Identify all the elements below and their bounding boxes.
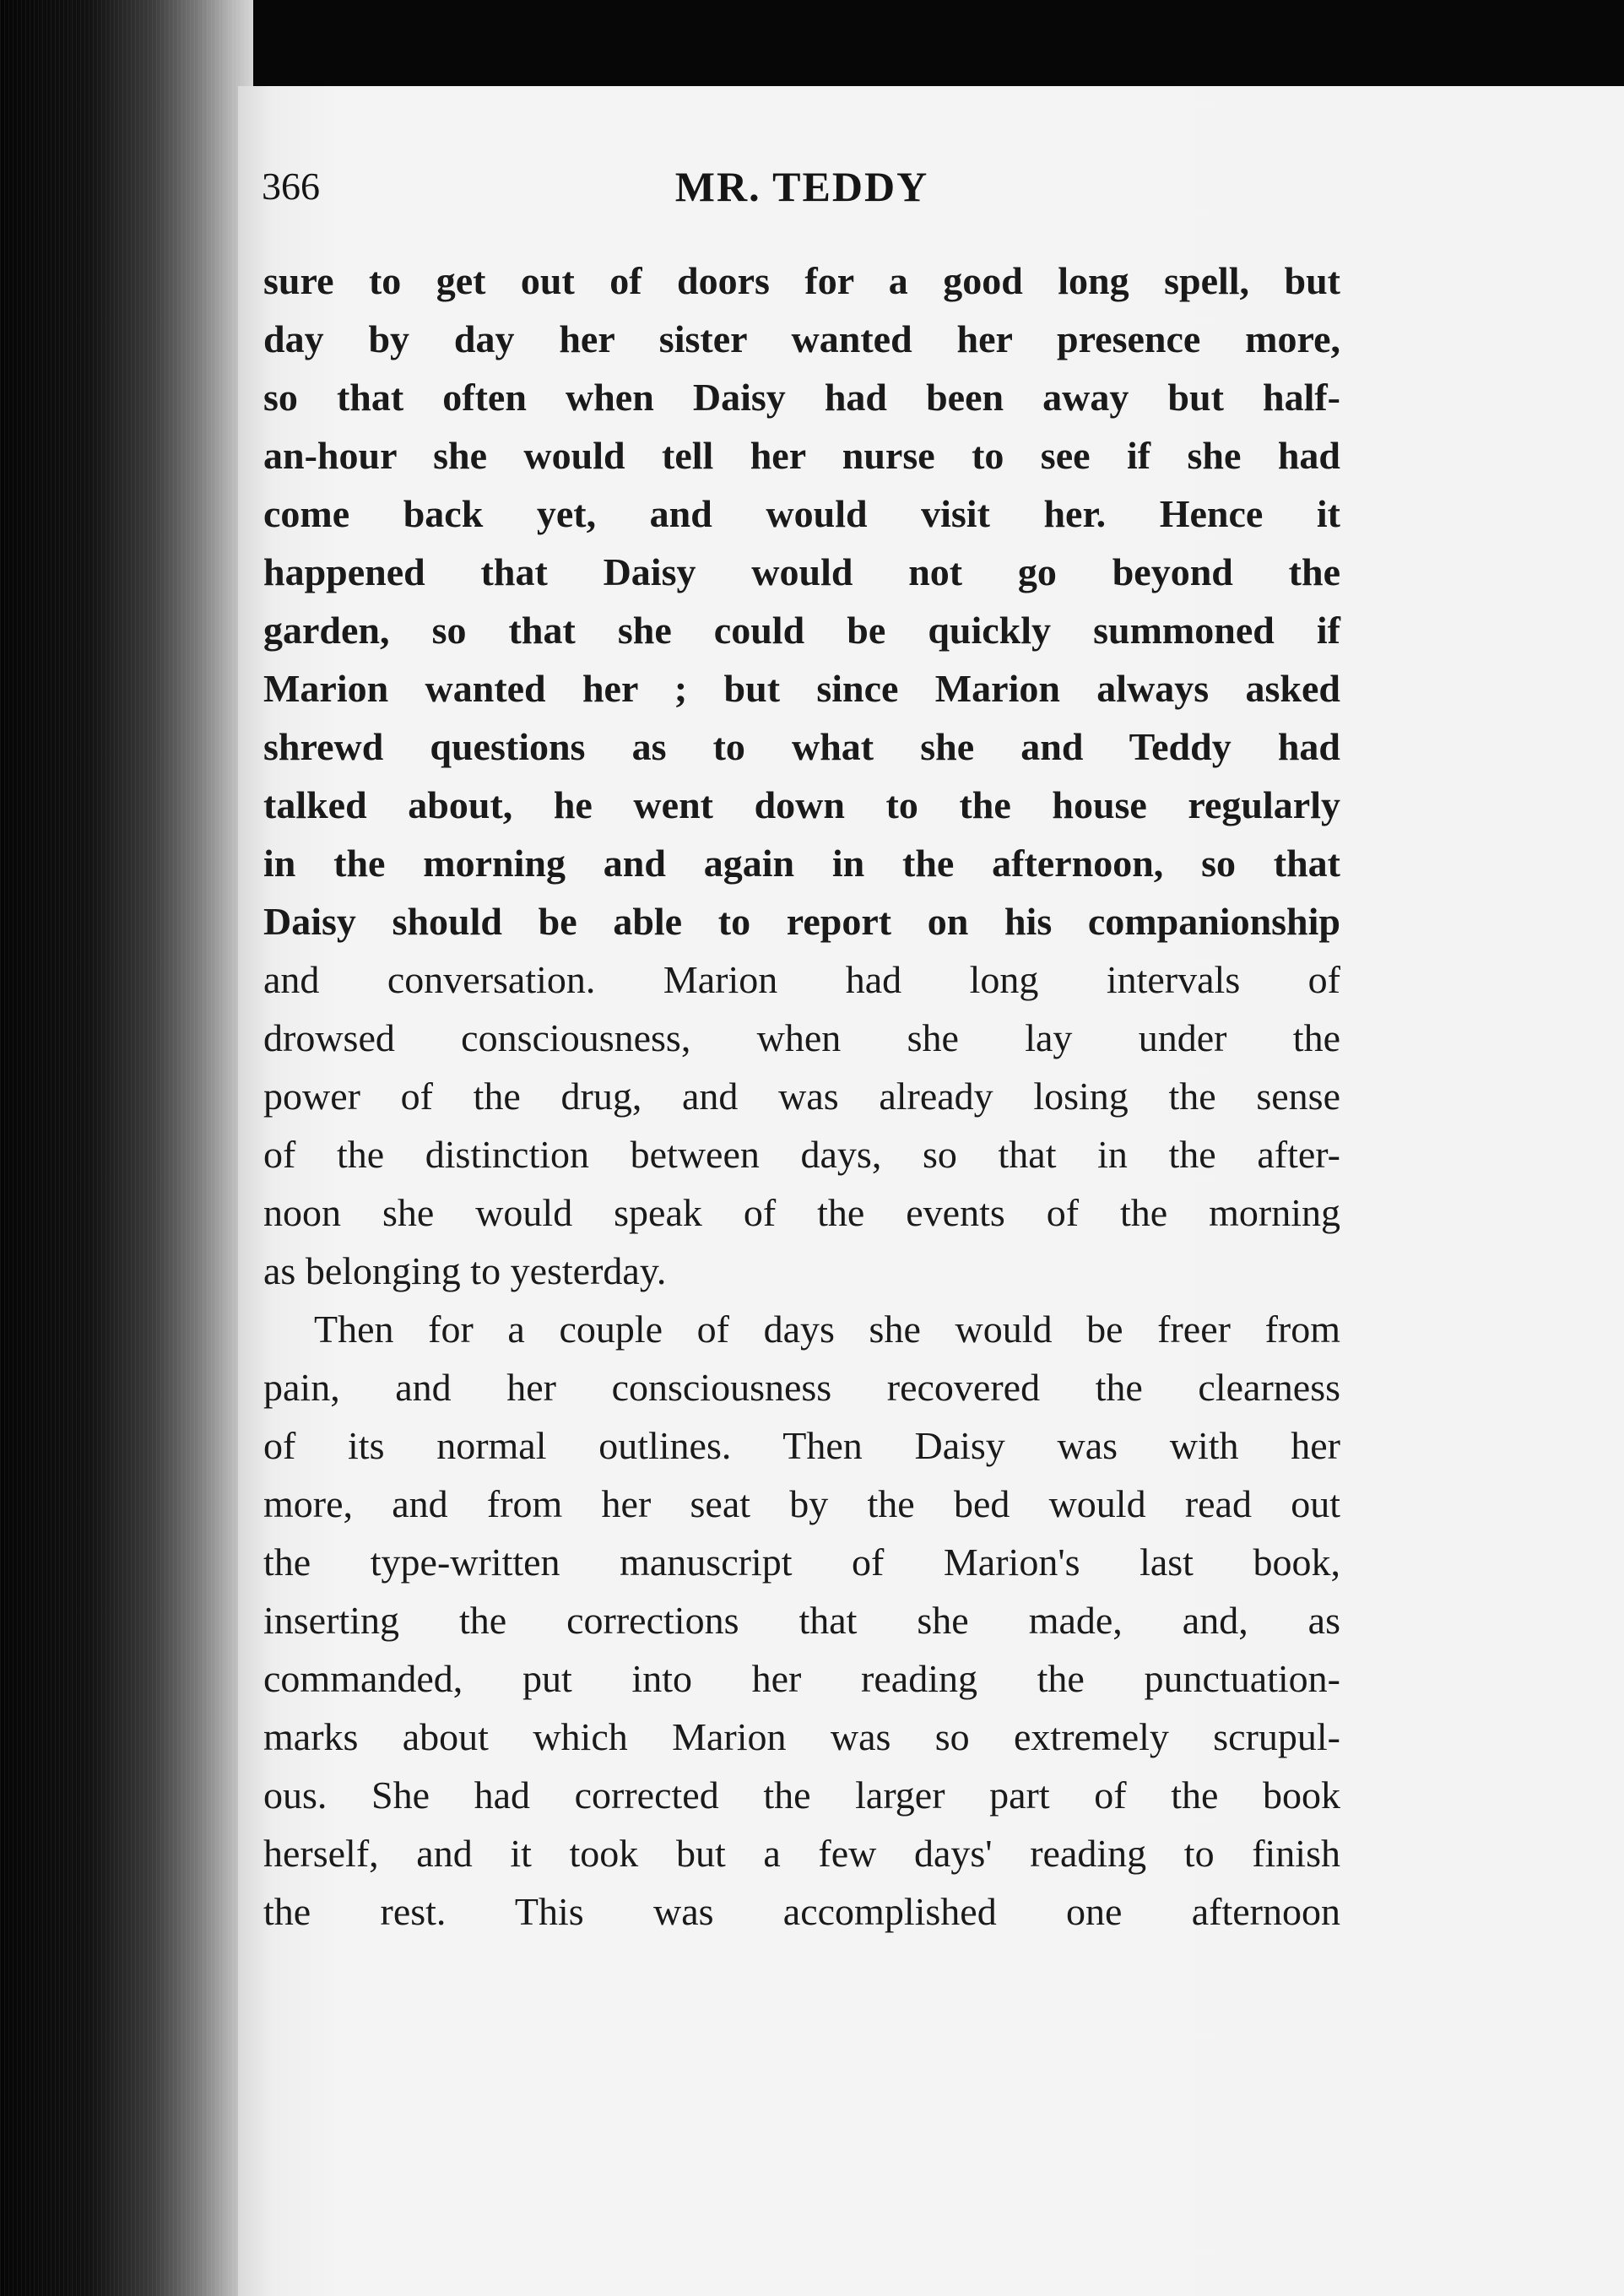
body-text [263, 252, 1340, 1941]
text-line: of the distinction between days, so that in the after- [263, 1133, 1340, 1176]
text-line: pain, and her consciousness recovered the clearness [263, 1366, 1340, 1409]
text-line: as belonging to yesterday. [263, 1249, 667, 1292]
text-line: drowsed consciousness, when she lay under the [263, 1016, 1340, 1059]
running-head [262, 152, 1342, 219]
text-line: garden, so that she could be quickly summoned if [263, 609, 1340, 652]
text-line: more, and from her seat by the bed would read out [263, 1482, 1340, 1525]
book-spine-shadow [0, 0, 253, 2296]
text-line: the type-written manuscript of Marion's last book, [263, 1541, 1340, 1584]
text-line: shrewd questions as to what she and Teddy had [263, 725, 1340, 768]
text-line: in the morning and again in the afternoon, so that [263, 842, 1340, 885]
text-line: ous. She had corrected the larger part of the book [263, 1773, 1340, 1817]
text-line: talked about, he went down to the house regularly [263, 783, 1340, 826]
text-line: of its normal outlines. Then Daisy was with her [263, 1424, 1340, 1467]
text-line: sure to get out of doors for a good long spell, but [263, 259, 1340, 302]
text-line: day by day her sister wanted her presence more, [263, 317, 1340, 360]
text-line: happened that Daisy would not go beyond the [263, 550, 1340, 593]
text-line: Daisy should be able to report on his companionship [263, 900, 1340, 943]
text-line: marks about which Marion was so extremely scrupul- [263, 1715, 1340, 1758]
text-line: Marion wanted her ; but since Marion always asked [263, 667, 1340, 710]
text-line: come back yet, and would visit her. Hence it [263, 492, 1340, 535]
text-line: power of the drug, and was already losing the sense [263, 1075, 1340, 1118]
text-line: so that often when Daisy had been away but half- [263, 376, 1340, 419]
text-line: an-hour she would tell her nurse to see if she had [263, 434, 1340, 477]
text-line: noon she would speak of the events of the morning [263, 1191, 1340, 1234]
running-title: MR. TEDDY [674, 163, 929, 210]
text-line: inserting the corrections that she made, and, as [263, 1599, 1340, 1642]
text-line: the rest. This was accomplished one afternoon [263, 1890, 1340, 1933]
page-number: 366 [262, 165, 320, 208]
text-line: and conversation. Marion had long intervals of [263, 958, 1340, 1001]
text-line: herself, and it took but a few days' reading to finish [263, 1832, 1340, 1875]
text-line: Then for a couple of days she would be freer from [314, 1308, 1340, 1351]
text-line: commanded, put into her reading the punctuation- [263, 1657, 1340, 1700]
